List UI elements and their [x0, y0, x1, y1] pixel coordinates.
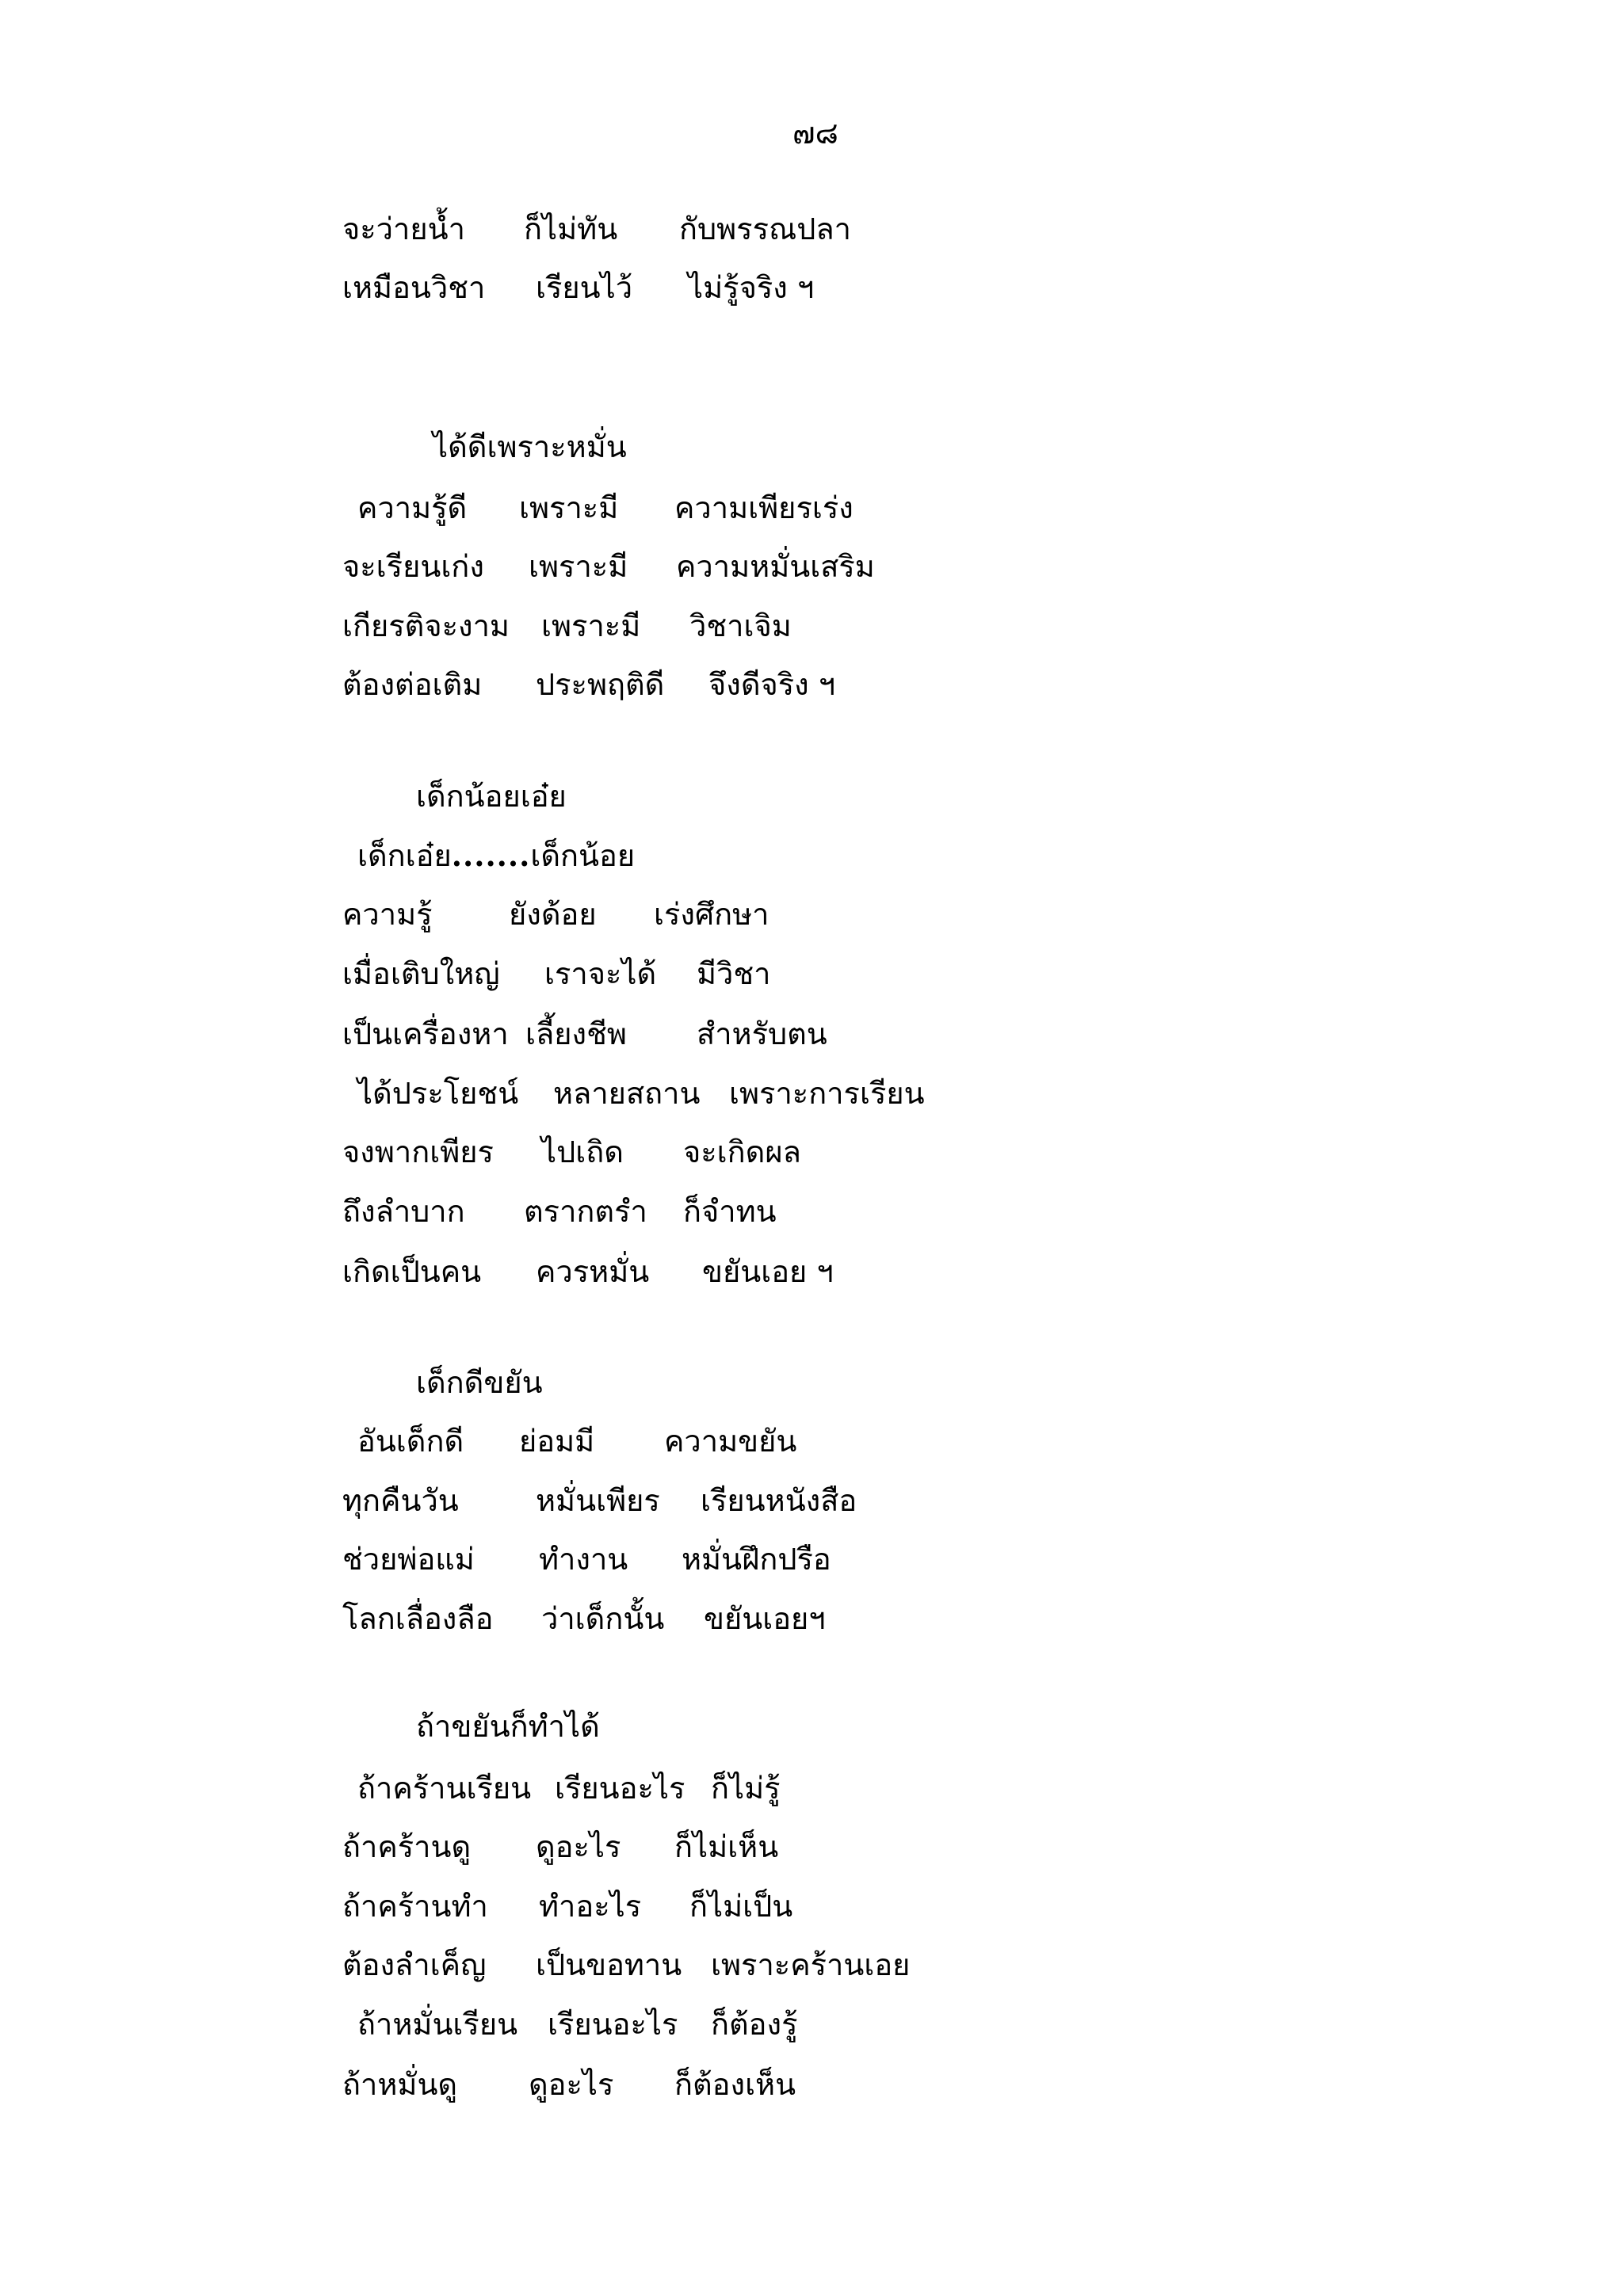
poem-phrase: เราจะได้	[544, 956, 657, 991]
poem-phrase: มีวิชา	[697, 956, 771, 991]
poem-line	[0, 1886, 1623, 1926]
poem-phrase: วิชาเจิม	[689, 608, 792, 643]
poem-phrase: ก็ไม่เป็น	[689, 1889, 793, 1924]
poem-phrase: ถ้าคร้านเรียน	[357, 1771, 532, 1806]
poem-phrase: เพราะมี	[529, 549, 628, 584]
poem-phrase: โลกเลื่องลือ	[342, 1601, 494, 1636]
poem-phrase: ความรู้	[342, 897, 433, 932]
poem-phrase: ก็ต้องรู้	[711, 2007, 798, 2042]
poem-phrase: เรียนหนังสือ	[701, 1483, 857, 1518]
poem-phrase: เกียรติจะงาม	[342, 608, 510, 643]
poem-phrase: เด็กเอ๋ย	[357, 838, 452, 873]
poem-line	[0, 665, 1623, 704]
poem-phrase: เพราะมี	[519, 490, 619, 525]
poem-line	[0, 1014, 1623, 1054]
poem-line	[0, 209, 1623, 249]
poem-phrase: หมั่นเพียร	[536, 1483, 660, 1518]
ellipsis-dots: .......	[451, 837, 531, 873]
poem-phrase: ถึงลำบาก	[342, 1194, 465, 1229]
poem-line	[0, 1481, 1623, 1520]
poem-phrase: เลี้ยงชีพ	[525, 1016, 627, 1051]
poem-phrase: ถ้าหมั่นดู	[342, 2067, 458, 2102]
poem-phrase: ควรหมั่น	[536, 1254, 650, 1289]
poem-line	[0, 1132, 1623, 1172]
poem-phrase: ว่าเด็กนั้น	[541, 1601, 665, 1636]
poem-phrase: ความหมั่นเสริม	[676, 549, 875, 584]
poem-line	[0, 2065, 1623, 2104]
poem-phrase: ถ้าคร้านดู	[342, 1829, 472, 1864]
poem-line	[0, 1768, 1623, 1808]
poem-phrase: เรียนอะไร	[548, 2007, 678, 2042]
poem-phrase: ดูอะไร	[536, 1829, 621, 1864]
poem-phrase: หลายสถาน	[553, 1076, 701, 1111]
poem-title	[0, 776, 1623, 816]
poem-phrase: เรียนไว้	[536, 270, 633, 305]
poem-phrase: จะเรียนเก่ง	[342, 549, 484, 584]
poem-line	[0, 894, 1623, 934]
poem-phrase: ช่วยพ่อแม่	[342, 1542, 475, 1577]
poem-phrase: เหมือนวิชา	[342, 270, 486, 305]
poem-line	[0, 1074, 1623, 1113]
poem-phrase: เพราะคร้านเอย	[711, 1947, 911, 1982]
poem-line	[0, 836, 1623, 875]
poem-line	[0, 547, 1623, 586]
poem-phrase: หมั่นฝึกปรือ	[682, 1542, 831, 1577]
poem-phrase: ก็ต้องเห็น	[674, 2067, 796, 2102]
poem-phrase: เพราะมี	[541, 608, 641, 643]
poem-line	[0, 1599, 1623, 1638]
poem-phrase: ความรู้ดี	[357, 490, 468, 525]
poem-line	[0, 954, 1623, 994]
poem-phrase: เด็กน้อย	[530, 838, 636, 873]
poem-phrase: ทุกคืนวัน	[342, 1483, 459, 1518]
poem-phrase: ต้องลำเค็ญ	[342, 1947, 487, 1982]
poem-phrase: จงพากเพียร	[342, 1135, 494, 1169]
poem-phrase: กับพรรณปลา	[679, 212, 851, 246]
poem-line	[0, 1252, 1623, 1291]
poem-phrase: ไปเถิด	[541, 1135, 624, 1169]
page-number: ๗๘	[792, 116, 838, 151]
poem-phrase: ขยันเอยฯ	[704, 1601, 826, 1636]
poem-phrase: ทำงาน	[539, 1542, 628, 1577]
poem-title	[0, 1707, 1623, 1746]
poem-title-text: ได้ดีเพราะหมั่น	[433, 429, 627, 464]
poem-title-text: เด็กน้อยเอ๋ย	[416, 779, 567, 814]
poem-phrase: ก็ไม่เห็น	[674, 1829, 779, 1864]
poem-phrase: ความเพียรเร่ง	[674, 490, 854, 525]
poem-phrase: สำหรับตน	[697, 1016, 827, 1051]
poem-phrase: เป็นเครื่องหา	[342, 1016, 509, 1051]
poem-line	[0, 606, 1623, 646]
poem-phrase: ขยันเอย ฯ	[702, 1254, 834, 1289]
poem-line	[0, 1539, 1623, 1579]
poem-phrase: ได้ประโยชน์	[357, 1076, 519, 1111]
poem-phrase: ทำอะไร	[539, 1889, 642, 1924]
poem-line	[0, 1192, 1623, 1231]
poem-line	[0, 268, 1623, 307]
poem-line	[0, 1421, 1623, 1461]
poem-phrase: จะเกิดผล	[683, 1135, 801, 1169]
poem-phrase: ก็ไม่รู้	[711, 1771, 781, 1806]
poem-phrase: ย่อมมี	[519, 1424, 595, 1459]
poem-phrase: เมื่อเติบใหญ่	[342, 956, 500, 991]
poem-title-text: ถ้าขยันก็ทำได้	[416, 1709, 600, 1744]
poem-line	[0, 488, 1623, 528]
poem-phrase-group	[357, 836, 635, 875]
poem-phrase: ไม่รู้จริง ฯ	[688, 270, 815, 305]
poem-phrase: ดูอะไร	[529, 2067, 614, 2102]
poem-phrase: ยังด้อย	[509, 897, 597, 932]
poem-line	[0, 1945, 1623, 1985]
poem-phrase: จึงดีจริง ฯ	[708, 667, 836, 702]
poem-phrase: ประพฤติดี	[536, 667, 665, 702]
poem-phrase: เป็นขอทาน	[536, 1947, 682, 1982]
poem-phrase: จะว่ายน้ำ	[342, 212, 465, 246]
poem-phrase: ก็ไม่ทัน	[524, 212, 618, 246]
poem-phrase: ถ้าหมั่นเรียน	[357, 2007, 518, 2042]
poem-line	[0, 2004, 1623, 2044]
poem-phrase: ถ้าคร้านทำ	[342, 1889, 488, 1924]
poem-phrase: เรียนอะไร	[555, 1771, 685, 1806]
poem-phrase: เพราะการเรียน	[729, 1076, 925, 1111]
poem-title	[0, 427, 1623, 467]
poem-phrase: ตรากตรำ	[524, 1194, 647, 1229]
poem-phrase: ความขยัน	[664, 1424, 797, 1459]
poem-phrase: เกิดเป็นคน	[342, 1254, 482, 1289]
poem-title-text: เด็กดีขยัน	[416, 1365, 543, 1400]
poem-phrase: ต้องต่อเติม	[342, 667, 483, 702]
poem-phrase: ก็จำทน	[683, 1194, 777, 1229]
poem-phrase: อันเด็กดี	[357, 1424, 464, 1459]
poem-line	[0, 1827, 1623, 1867]
poem-phrase: เร่งศึกษา	[654, 897, 769, 932]
poem-title	[0, 1363, 1623, 1402]
